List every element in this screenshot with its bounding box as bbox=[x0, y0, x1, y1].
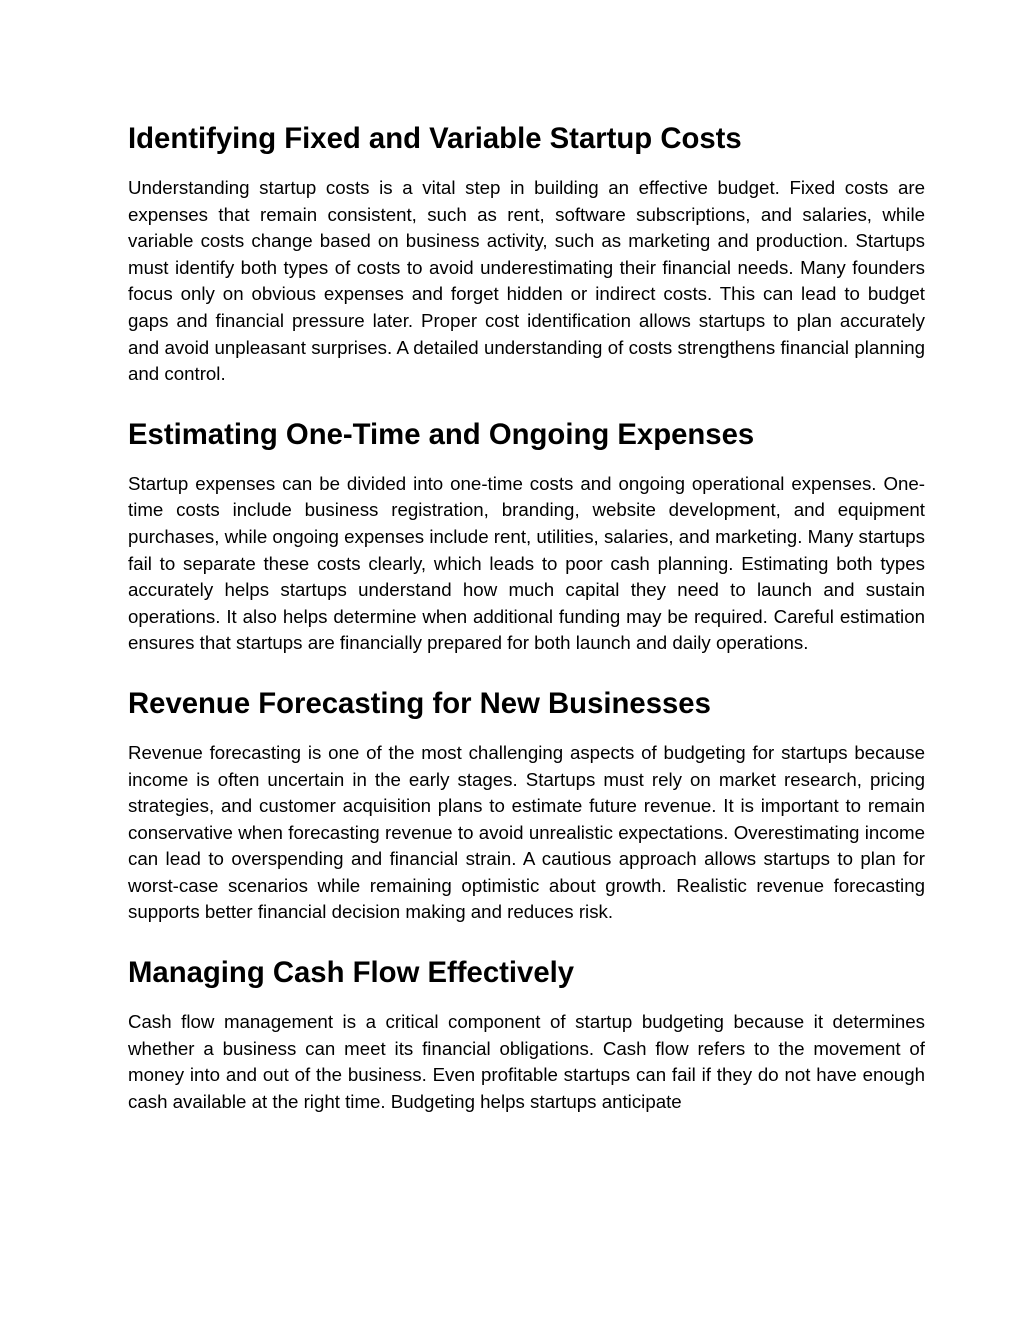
section-one-time-ongoing-expenses bbox=[128, 415, 925, 657]
section-cash-flow bbox=[128, 953, 925, 1115]
section-heading: Estimating One-Time and Ongoing Expenses bbox=[128, 417, 755, 451]
section-fixed-variable-costs bbox=[128, 119, 925, 388]
section-heading: Managing Cash Flow Effectively bbox=[128, 956, 575, 990]
section-revenue-forecasting bbox=[128, 684, 925, 926]
section-heading: Identifying Fixed and Variable Startup Costs bbox=[128, 122, 742, 155]
section-body: Revenue forecasting is one of the most challenging aspects of budgeting for startups because income is often uncertain in the early stages. Startups must rely on market research, pricing strategies, and customer acquisition plans to estimate future revenue. It is important to remain conservative when forecasting revenue to avoid unrealistic expectations. Overestimating income can lead to overspending and financial strain. A cautious approach allows startups to plan for worst-case scenarios while remaining optimistic about growth. Realistic revenue forecasting supports better financial decision making and reduces risk. bbox=[128, 741, 925, 923]
section-body: Startup expenses can be divided into one-time costs and ongoing operational expenses. One-time costs include business registration, branding, website development, and equipment purchases, while ongoing expenses include rent, utilities, salaries, and marketing. Many startups fail to separate these costs clearly, which leads to poor cash planning. Estimating both types accurately helps startups understand how much capital they need to launch and sustain operations. It also helps determine when additional funding may be required. Careful estimation ensures that startups are financially prepared for both launch and daily operations. bbox=[128, 472, 925, 654]
section-heading: Revenue Forecasting for New Businesses bbox=[128, 686, 711, 720]
document-page bbox=[128, 119, 925, 1115]
section-body: Understanding startup costs is a vital step in building an effective budget. Fixed costs are expenses that remain consistent, such as rent, software subscriptions, and salaries, while variable costs change based on business activity, such as marketing and production. Startups must identify both types of costs to avoid underestimating their financial needs. Many founders focus only on obvious expenses and forget hidden or indirect costs. This can lead to budget gaps and financial pressure later. Proper cost identification allows startups to plan accurately and avoid unpleasant surprises. A detailed understanding of costs strengthens financial planning and control. bbox=[128, 177, 925, 385]
section-body: Cash flow management is a critical component of startup budgeting because it determines whether a business can meet its financial obligations. Cash flow refers to the movement of money into and out of the business. Even profitable startups can fail if they do not have enough cash available at the right time. Budgeting helps startups anticipate bbox=[128, 1011, 925, 1112]
